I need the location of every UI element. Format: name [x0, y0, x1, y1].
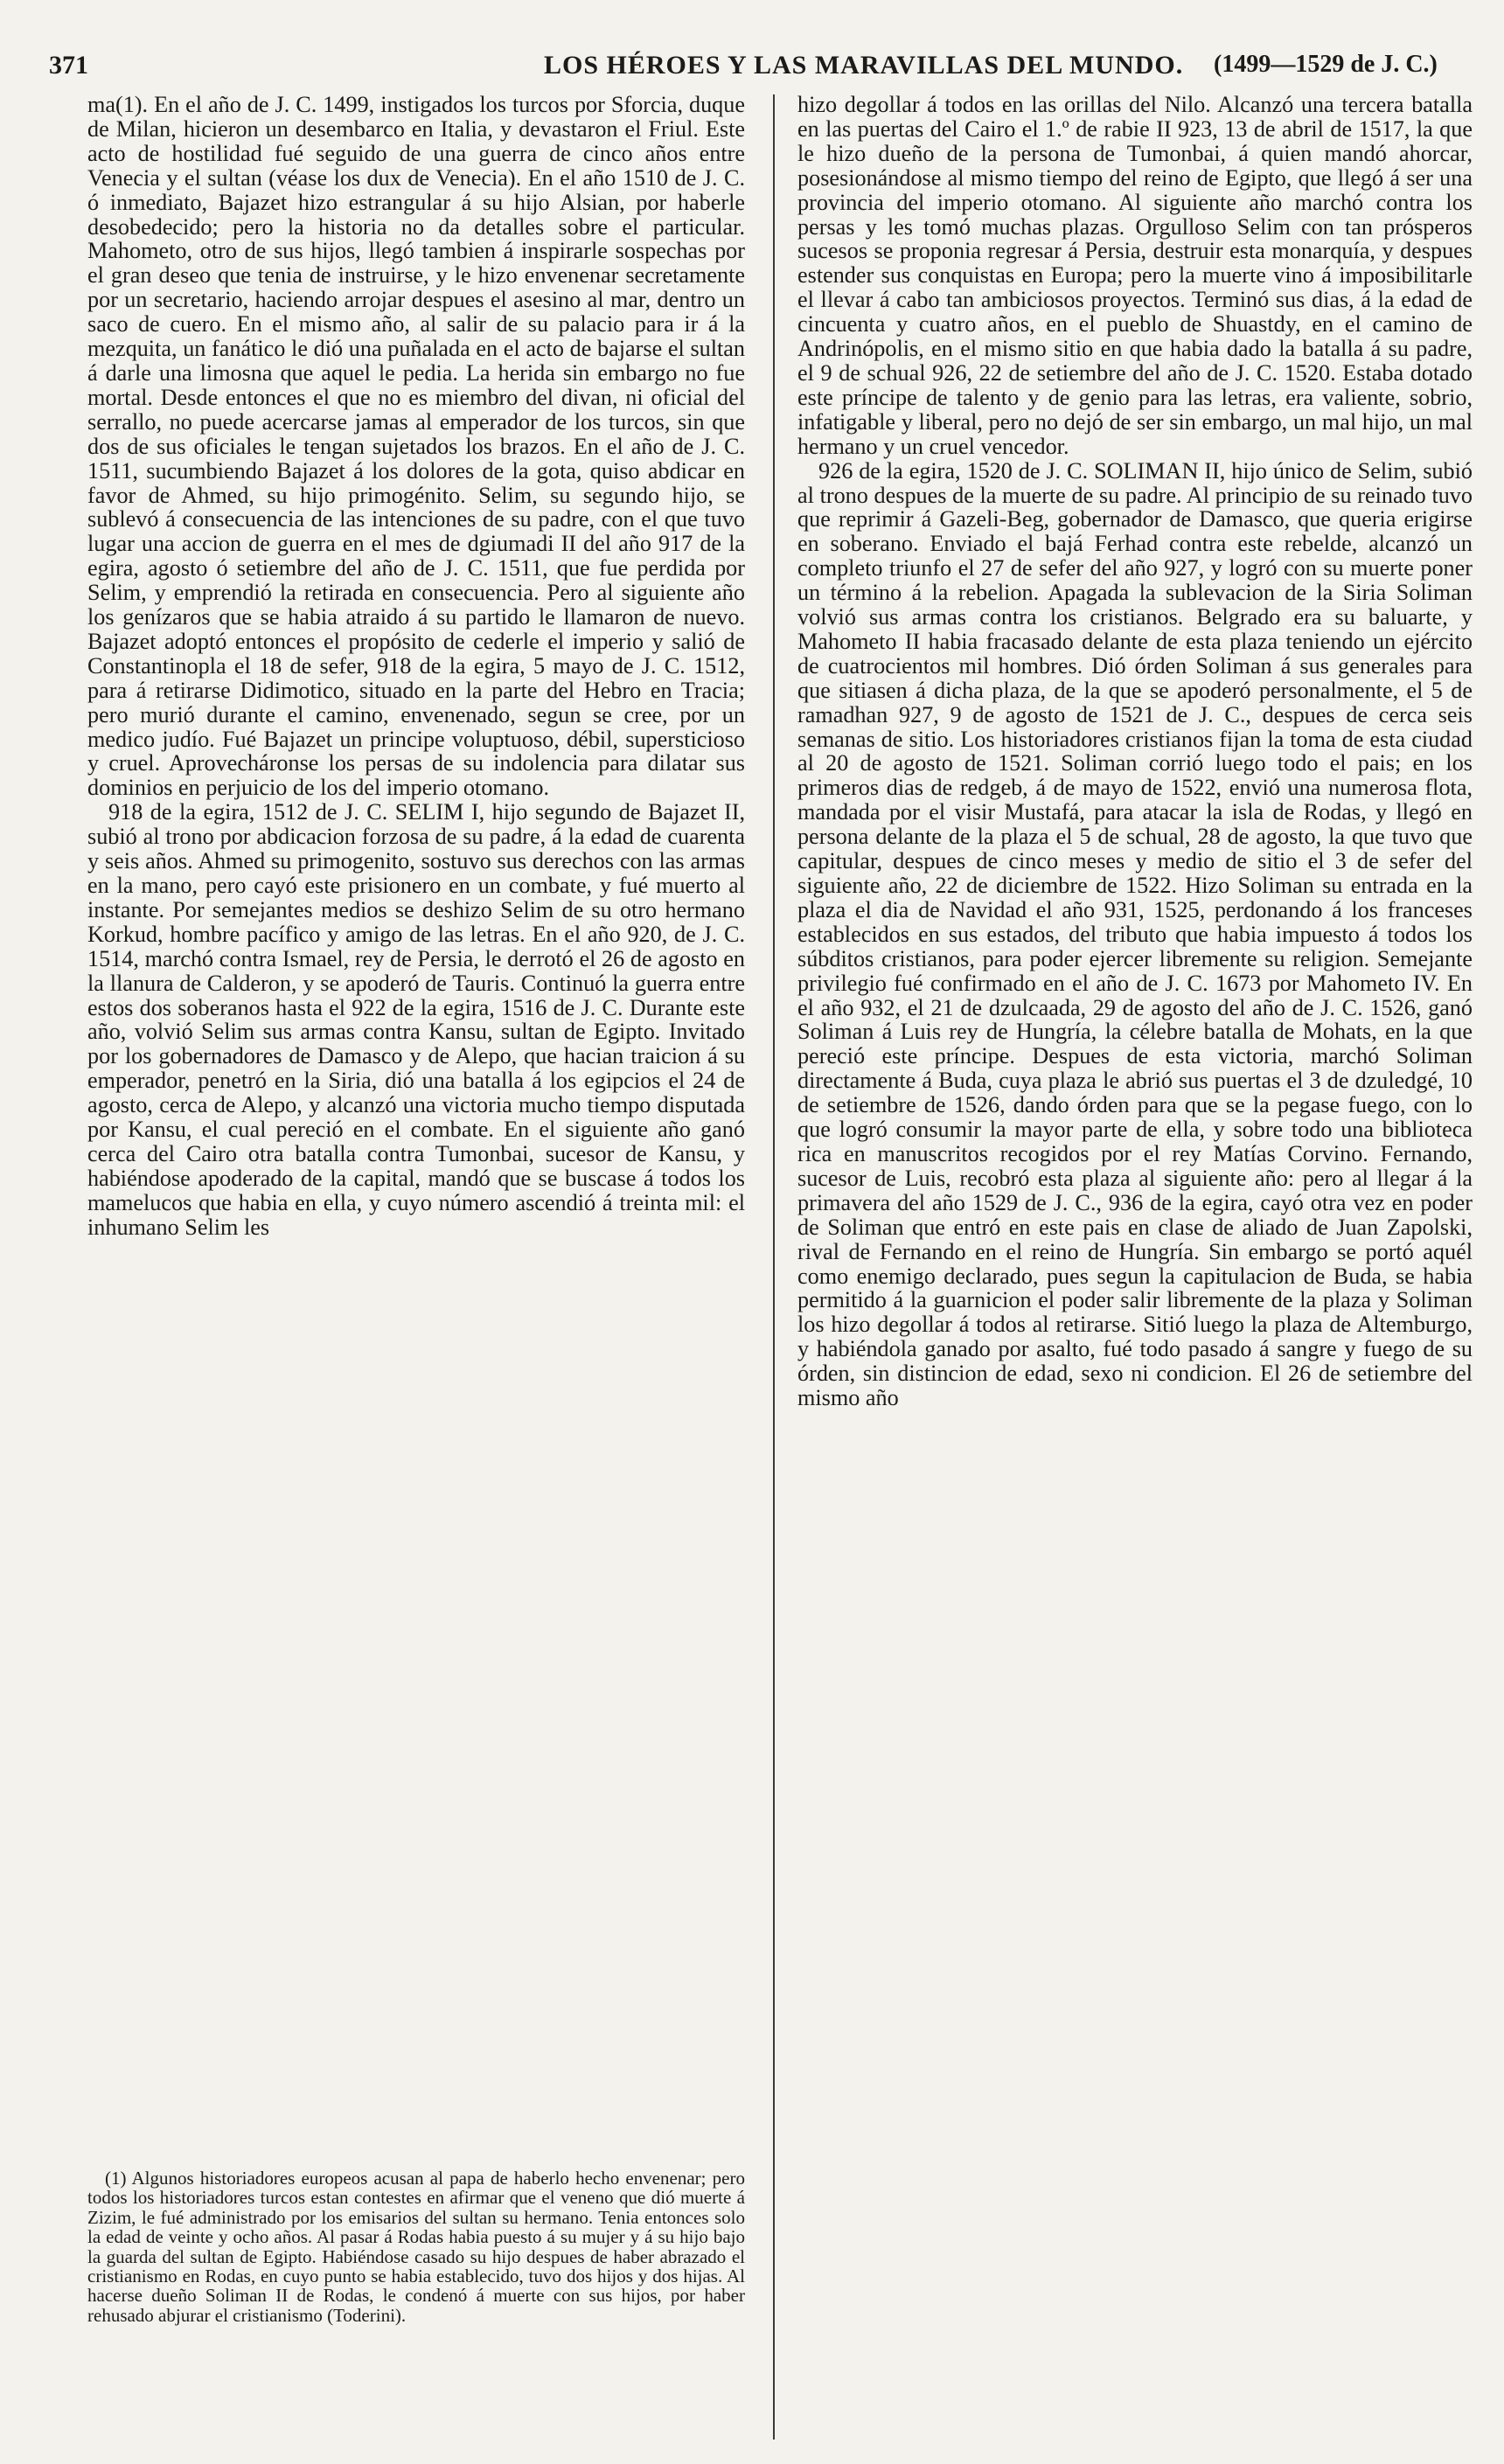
running-title: LOS HÉROES Y LAS MARAVILLAS DEL MUNDO. — [544, 51, 1184, 80]
paragraph-soliman: 926 de la egira, 1520 de J. C. SOLIMAN II, hijo único de Selim, subió al trono despues de la muerte de su padre. Al principio de su reinado tuvo que reprimir á Gazeli-Beg, gobernador de Damasco, que queria erigirse en soberano. Enviado el bajá Ferhad contra este rebelde, alcanzó un completo triunfo el 27 de sefer del año 927, y logró con su muerte poner un término á la rebelion. Apagada la sublevacion de la Siria Soliman volvió sus armas contra los cristianos. Belgrado era su baluarte, y Mahometo II habia fracasado delante de esta plaza teniendo un ejército de cuatrocientos mil hombres. Dió órden Soliman á sus generales para que sitiasen á dicha plaza, de la que se apoderó personalmente, el 5 de ramadhan 927, 9 de agosto de 1521 de J. C., despues de cerca seis semanas de sitio. Los historiadores cristianos fijan la toma de esta ciudad al 20 de agosto de 1521. Soliman corrió luego todo el pais; en los primeros dias de redgeb, á de mayo de 1522, envió una numerosa flota, mandada por el visir Mustafá, para atacar la isla de Rodas, y llegó en persona delante de la plaza el 5 de schual, 28 de agosto, la que tuvo que capitular, despues de cinco meses y medio de sitio el 3 de sefer del siguiente año, 22 de diciembre de 1522. Hizo Soliman su entrada en la plaza el dia de Navidad el año 931, 1525, perdonando á los franceses establecidos en sus estados, del tributo que habia impuesto á todos los súbditos cristianos, para poder ejercer libremente su religion. Semejante privilegio fué confirmado en el año de J. C. 1673 por Mahometo IV. En el año 932, el 21 de dzulcaada, 29 de agosto del año de J. C. 1526, ganó Soliman á Luis rey de Hungría, la célebre batalla de Mohats, en la que pereció este príncipe. Despues de esta victoria, marchó Soliman directamente á Buda, cuya plaza le abrió sus puertas el 3 de dzuledgé, 10 de setiembre de 1526, dando órden para que se la pegase fuego, con lo que logró consumir la mayor parte de ella, y sobre todo una biblioteca rica en manuscritos recogidos por el rey Matías Corvino. Fernando, sucesor de Luis, recobró esta plaza al siguiente año: pero al llegar á la primavera del año 1529 de J. C., 936 de la egira, cayó otra vez en poder de Soliman que entró en este pais en clase de aliado de Juan Zapolski, rival de Fernando en el reino de Hungría. Sin embargo se portó aquél como enemigo declarado, pues segun la capitulacion de Buda, se habia permitido á la guarnicion el poder salir libremente de la plaza y Soliman los hizo degollar á todos al retirarse. Sitió luego la plaza de Altemburgo, y habiéndola ganado por asalto, fué todo pasado á sangre y fuego de su órden, sin distincion de edad, sexo ni condicion. El 26 de setiembre del mismo año — [797, 457, 1473, 1411]
column-divider — [773, 94, 775, 2440]
paragraph: ma(1). En el año de J. C. 1499, instigados los turcos por Sforcia, duque de Milan, hicieron un desembarco en Italia, y devastaron el Friul. Este acto de hostilidad fué seguido de una guerra de cinco años entre Venecia y el sultan (véase los dux de Venecia). En el año 1510 de J. C. ó inmediato, Bajazet hizo estrangular á su hijo Alsian, por haberle desobedecido; pero la historia no da detalles sobre el particular. Mahometo, otro de sus hijos, llegó tambien á inspirarle sospechas por el gran deseo que tenia de instruirse, y le hizo envenenar secretamente por un secretario, haciendo arrojar despues el asesino al mar, dentro un saco de cuero. En el mismo año, al salir de su palacio para ir á la mezquita, un fanático le dió una puñalada en el acto de bajarse el sultan á darle una limosna que aquel le pedia. La herida sin embargo no fue mortal. Desde entonces el que no es miembro del divan, ni oficial del serrallo, no puede acercarse jamas al emperador de los turcos, sin que dos de sus oficiales le tengan sujetados los brazos. En el año de J. C. 1511, sucumbiendo Bajazet á los dolores de la gota, quiso abdicar en favor de Ahmed, su hijo primogénito. Selim, su segundo hijo, se sublevó á consecuencia de las intenciones de su padre, con el que tuvo lugar una accion de guerra en el mes de dgiumadi II del año 917 de la egira, agosto ó setiembre del año de J. C. 1511, que fue perdida por Selim, y emprendió la retirada en consecuencia. Pero al siguiente año los genízaros que se habia atraido á su partido le llamaron de nuevo. Bajazet adoptó entonces el propósito de cederle el imperio y salió de Constantinopla el 18 de sefer, 918 de la egira, 5 mayo de J. C. 1512, para á retirarse Didimotico, situado en la parte del Hebro en Tracia; pero murió durante el camino, envenenado, segun se cree, por un medico judío. Fué Bajazet un principe voluptuoso, débil, supersticioso y cruel. Aprovecháronse los persas de su indolencia para dilatar sus dominios en perjuicio de los del imperio otomano. — [87, 92, 745, 801]
footnote — [87, 2168, 745, 2325]
right-column — [797, 93, 1473, 1410]
paragraph-selim: 918 de la egira, 1512 de J. C. SELIM I, hijo segundo de Bajazet II, subió al trono por abdicacion forzosa de su padre, á la edad de cuarenta y seis años. Ahmed su primogenito, sostuvo sus derechos con las armas en la mano, pero cayó este prisionero en un combate, y fué muerto al instante. Por semejantes medios se deshizo Selim de su otro hermano Korkud, hombre pacífico y amigo de las letras. En el año 920, de J. C. 1514, marchó contra Ismael, rey de Persia, le derrotó el 26 de agosto en la llanura de Calderon, y se apoderó de Tauris. Continuó la guerra entre estos dos soberanos hasta el 922 de la egira, 1516 de J. C. Durante este año, volvió Selim sus armas contra Kansu, sultan de Egipto. Invitado por los gobernadores de Damasco y de Alepo, que hacian traicion á su emperador, penetró en la Siria, dió una batalla á los egipcios el 24 de agosto, cerca de Alepo, y alcanzó una victoria mucho tiempo disputada por Kansu, el cual pereció en el combate. En el siguiente año ganó cerca del Cairo otra batalla contra Tumonbai, sucesor de Kansu, y habiéndose apoderado de la capital, mandó que se buscase á todos los mamelucos que habia en ella, y cuyo número ascendió á treinta mil: el inhumano Selim les — [87, 799, 745, 1240]
page-number: 371 — [49, 51, 88, 80]
footnote-text: (1) Algunos historiadores europeos acusan al papa de haberlo hecho envenenar; pero todos los historiadores turcos estan contestes en afirmar que el veneno que dió muerte á Zizim, le fué administrado por los emisarios del sultan su hermano. Tenia entonces solo la edad de veinte y ocho años. Al pasar á Rodas habia puesto á su mujer y á su hijo bajo la guarda del sultan de Egipto. Habiéndose casado su hijo despues de haber abrazado el cristianismo en Rodas, en cuyo punto se habia establecido, tuvo dos hijos y dos hijas. Al hacerse dueño Soliman II de Rodas, le condenó á muerte con sus hijos, por haber rehusado abjurar el cristianismo (Toderini). — [87, 2168, 745, 2326]
paragraph: hizo degollar á todos en las orillas del Nilo. Alcanzó una tercera batalla en las puertas del Cairo el 1.º de rabie II 923, 13 de abril de 1517, la que le hizo dueño de la persona de Tumonbai, á quien mandó ahorcar, posesionándose al mismo tiempo del reino de Egipto, que llegó á ser una provincia del imperio otomano. Al siguiente año marchó contra los persas y les tomó muchas plazas. Orgulloso Selim con tan prósperos sucesos se proponia regresar á Persia, destruir esta monarquía, y despues estender sus conquistas en Europa; pero la muerte vino á imposibilitarle el llevar á cabo tan ambiciosos proyectos. Terminó sus dias, á la edad de cincuenta y cuatro años, en el pueblo de Shuastdy, en el camino de Andrinópolis, en el mismo sitio en que habia dado la batalla á su padre, el 9 de schual 926, 22 de setiembre del año de J. C. 1520. Estaba dotado este príncipe de talento y de genio para las letras, era valiente, sobrio, infatigable y liberal, pero no dejó de ser sin embargo, un mal hijo, un mal hermano y un cruel vencedor. — [797, 92, 1473, 459]
date-range: (1499—1529 de J. C.) — [1214, 51, 1438, 78]
page-header — [45, 45, 1469, 80]
left-column — [87, 93, 745, 1240]
